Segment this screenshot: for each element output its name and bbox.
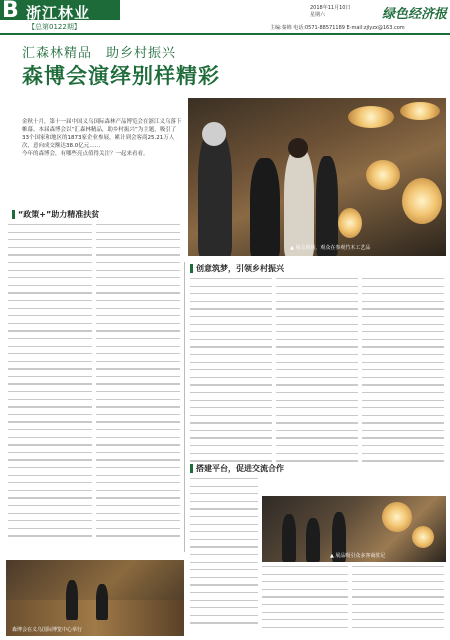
paper-logo: 绿色经济报	[382, 7, 448, 22]
visitor-figure	[316, 156, 338, 256]
lamp-shape	[402, 178, 442, 224]
visitor-figure	[66, 580, 78, 620]
visitor-head	[288, 138, 308, 158]
photo-caption-bottom-left: 森博会在义乌国际博览中心举行	[12, 627, 83, 633]
issue-code: 【总第0122期】	[28, 23, 81, 31]
photo-expo-entrance	[6, 560, 184, 636]
lamp-shape	[348, 106, 394, 128]
visitor-figure	[282, 514, 296, 562]
article-lead	[22, 118, 182, 158]
photo-caption-bottom-right: ▲ 展品吸引众多客商驻足	[330, 553, 386, 559]
visitor-figure	[198, 128, 232, 256]
visitor-figure	[96, 584, 108, 620]
section-title-2: 创意筑梦，引领乡村振兴	[196, 264, 284, 273]
staff-line: 主编:秦锦 电话:0571-88571189 E-mail:zjlyzx@163.com	[270, 25, 405, 31]
column-text-3a	[190, 478, 258, 630]
article-subheadline: 汇森林精品 助乡村振兴	[22, 46, 177, 61]
column-text-3b	[262, 566, 348, 634]
column-divider	[184, 262, 185, 552]
page-header	[0, 0, 450, 34]
column-text-3c	[352, 566, 444, 634]
section-title: 浙江林业	[26, 4, 91, 22]
column-text-2c	[362, 278, 444, 468]
section-marker	[190, 464, 193, 473]
section-marker	[12, 210, 15, 219]
lamp-shape	[400, 102, 440, 120]
visitor-figure	[306, 518, 320, 562]
visitor-head	[202, 122, 226, 146]
visitor-figure	[250, 158, 280, 256]
visitor-figure	[284, 148, 314, 256]
photo-caption-top: ▲ 展会现场，观众在参观竹木工艺品	[290, 245, 371, 251]
photo-exhibition-hall	[188, 98, 446, 256]
column-text-1b	[96, 224, 180, 543]
lamp-shape	[382, 502, 412, 532]
section-letter: B	[2, 0, 19, 23]
lamp-shape	[366, 160, 400, 190]
column-text-2a	[190, 278, 272, 468]
lamp-shape	[412, 526, 434, 548]
section-title-3: 搭建平台，促进交流合作	[196, 464, 284, 473]
header-rule	[0, 33, 450, 35]
article-headline: 森博会演绎别样精彩	[22, 64, 220, 88]
date-line-2: 星期六	[310, 12, 326, 18]
column-text-1a	[8, 224, 92, 543]
issue-date	[310, 5, 390, 19]
section-marker	[190, 264, 193, 273]
column-text-2b	[276, 278, 358, 468]
lamp-shape	[338, 208, 362, 238]
lead-text: 金秋十月，第十一届中国义乌国际森林产品博览会在浙江义乌落下帷幕。本届森博会以“汇森林精品，助乡村振兴”为主题，吸引了33个国家和地区的1873家企业参展，累计到会客商25.21万人次，意向成交额达38.0亿元……	[22, 119, 182, 149]
date-line: 2018年11月10日	[310, 5, 351, 11]
section-title-1: “政策+”助力精准扶贫	[18, 210, 100, 219]
lead-more: 今年的森博会，有哪些亮点值得关注？一起来看看。	[22, 151, 149, 157]
